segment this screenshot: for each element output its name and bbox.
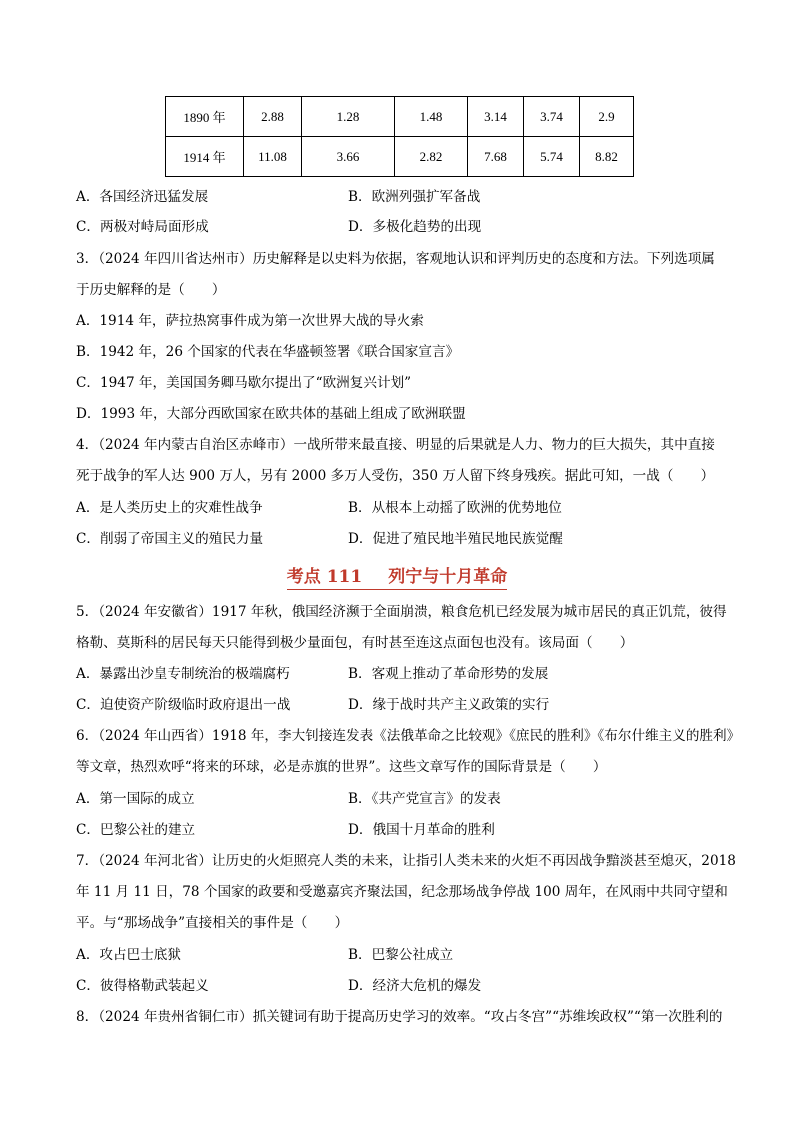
- option-a: A．攻占巴士底狱: [76, 947, 181, 963]
- table-cell: 3.14: [468, 97, 524, 137]
- question-8-stem: 8．（2024 年贵州省铜仁市）抓关键词有助于提高历史学习的效率。“攻占冬宫”“苏维埃政权”“第一次胜利的: [76, 1009, 723, 1025]
- question-4-stem: 4．（2024 年内蒙古自治区赤峰市）一战所带来最直接、明显的后果就是人力、物力的巨大损失，其中直接: [76, 437, 715, 453]
- option-c: C．巴黎公社的建立: [76, 822, 196, 838]
- option-a: A．暴露出沙皇专制统治的极端腐朽: [76, 666, 290, 682]
- question-7-stem-cont: 年 11 月 11 日，78 个国家的政要和受邀嘉宾齐聚法国，纪念那场战争停战 100 周年，在风雨中共同守望和: [76, 884, 728, 900]
- question-6-stem-cont: 等文章，热烈欢呼“将来的环球，必是赤旗的世界”。这些文章写作的国际背景是（ ）: [76, 759, 607, 775]
- question-4-stem-cont: 死于战争的军人达 900 万人，另有 2000 多万人受伤，350 万人留下终身残疾。据此可知，一战（ ）: [76, 468, 715, 484]
- table-cell: 1890 年: [166, 97, 244, 137]
- option-b: B．欧洲列强扩军备战: [348, 189, 481, 205]
- option-c: C．彼得格勒武装起义: [76, 978, 209, 994]
- table-row: [166, 137, 634, 177]
- option-b: B．《共产党宣言》的发表: [348, 791, 501, 807]
- option-d: D．经济大危机的爆发: [348, 978, 482, 994]
- table-cell: 2.82: [395, 137, 468, 177]
- question-6-stem: 6．（2024 年山西省）1918 年，李大钊接连发表《法俄革命之比较观》《庶民的胜利》《布尔什维主义的胜利》: [76, 728, 741, 744]
- section-name: 列宁与十月革命: [388, 567, 508, 587]
- option-a: A．第一国际的成立: [76, 791, 195, 807]
- option-d: D．促进了殖民地半殖民地民族觉醒: [348, 531, 563, 547]
- option-b: B．1942 年，26 个国家的代表在华盛顿签署《联合国家宣言》: [76, 344, 460, 360]
- data-table: [165, 96, 634, 177]
- table-cell: 1914 年: [166, 137, 244, 177]
- option-a: A．是人类历史上的灾难性战争: [76, 500, 263, 516]
- question-7-stem: 7．（2024 年河北省）让历史的火炬照亮人类的未来，让指引人类未来的火炬不再因战争黯淡甚至熄灭，2018: [76, 853, 736, 869]
- question-3-stem-cont: 于历史解释的是（ ）: [76, 282, 226, 298]
- table-cell: 1.48: [395, 97, 468, 137]
- question-5-stem: 5．（2024 年安徽省）1917 年秋，俄国经济濒于全面崩溃，粮食危机已经发展为城市居民的真正饥荒，彼得: [76, 604, 727, 620]
- table-cell: 3.74: [524, 97, 580, 137]
- section-number: 考点 111: [286, 567, 363, 587]
- table-cell: 3.66: [302, 137, 395, 177]
- question-5-stem-cont: 格勒、莫斯科的居民每天只能得到极少量面包，有时甚至连这点面包也没有。该局面（ ）: [76, 635, 634, 651]
- table-cell: 2.88: [244, 97, 302, 137]
- option-b: B．客观上推动了革命形势的发展: [348, 666, 549, 682]
- table-cell: 5.74: [524, 137, 580, 177]
- option-c: C．两极对峙局面形成: [76, 219, 209, 235]
- section-title: [0, 566, 794, 590]
- table-row: [166, 97, 634, 137]
- option-a: A．各国经济迅猛发展: [76, 189, 209, 205]
- option-a: A．1914 年，萨拉热窝事件成为第一次世界大战的导火索: [76, 313, 424, 329]
- table-cell: 11.08: [244, 137, 302, 177]
- table-cell: 7.68: [468, 137, 524, 177]
- question-3-stem: 3．（2024 年四川省达州市）历史解释是以史料为依据，客观地认识和评判历史的态度和方法。下列选项属: [76, 251, 715, 267]
- option-d: D．俄国十月革命的胜利: [348, 822, 495, 838]
- table-cell: 8.82: [580, 137, 634, 177]
- table-cell: 1.28: [302, 97, 395, 137]
- table-cell: 2.9: [580, 97, 634, 137]
- option-c: C．迫使资产阶级临时政府退出一战: [76, 697, 291, 713]
- option-c: C．1947 年，美国国务卿马歇尔提出了“欧洲复兴计划”: [76, 375, 412, 391]
- option-d: D．1993 年，大部分西欧国家在欧共体的基础上组成了欧洲联盟: [76, 406, 466, 422]
- option-c: C．削弱了帝国主义的殖民力量: [76, 531, 264, 547]
- option-b: B．从根本上动摇了欧洲的优势地位: [348, 500, 562, 516]
- option-b: B．巴黎公社成立: [348, 947, 454, 963]
- option-d: D．多极化趋势的出现: [348, 219, 482, 235]
- option-d: D．缘于战时共产主义政策的实行: [348, 697, 550, 713]
- question-7-stem-cont: 平。与“那场战争”直接相关的事件是（ ）: [76, 915, 349, 931]
